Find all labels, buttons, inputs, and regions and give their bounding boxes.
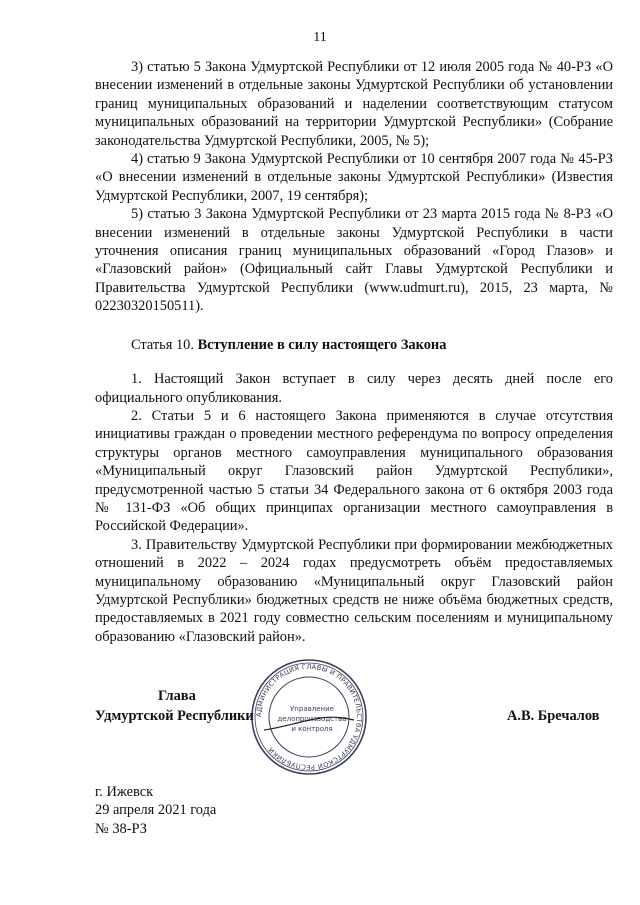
page-number: 11 <box>313 30 327 45</box>
document-footer <box>95 783 216 838</box>
footer-city: г. Ижевск <box>95 784 154 800</box>
seal-ring-text: АДМИНИСТРАЦИЯ ГЛАВЫ И ПРАВИТЕЛЬСТВА УДМУРТСКОЙ РЕСПУБЛИКИ <box>254 662 364 772</box>
article-label: Статья 10. <box>131 336 194 353</box>
article-title: Вступление в силу настоящего Закона <box>197 336 447 353</box>
footer-law-number: № 38-РЗ <box>95 820 147 837</box>
signatory-title-line-1: Глава <box>158 688 196 704</box>
signatory-title-line-2: Удмуртской Республики <box>95 708 254 724</box>
article-item-2: 2. Статьи 5 и 6 настоящего Закона применяются в случае отсутствия инициативы граждан о проведении местного референдума по вопросу определения структуры органов местного самоуправления муниципального образования «Муниципальный округ Глазовский район Удмуртской Республики», предусмотренной частью 5 статьи 34 Федерального закона от 6 октября 2003 года № 131-ФЗ «Об общих принципах организации местного самоуправления в Российской Федерации». <box>95 407 613 535</box>
signature-block <box>95 688 615 768</box>
paragraph-item-4: 4) статью 9 Закона Удмуртской Республики от 10 сентября 2007 года № 45-РЗ «О внесении изменений в отдельные законы Удмуртской Республики» (Известия Удмуртской Республики, 2007, 19 сентября); <box>95 151 613 204</box>
seal-line-1: Управление <box>290 705 334 713</box>
footer-date: 29 апреля 2021 года <box>95 802 217 819</box>
signatory-name: А.В. Бречалов <box>507 708 600 724</box>
paragraph-item-5: 5) статью 3 Закона Удмуртской Республики от 23 марта 2015 года № 8-РЗ «О внесении изменений в отдельные законы Удмуртской Республики в части уточнения описания границ муниципальных образований «Город Глазов» и «Глазовский район» (Официальный сайт Главы Удмуртской Республики и Правительства Удмуртской Республики (www.udmurt.ru), 2015, 23 марта, № 02230320150511). <box>95 206 613 315</box>
seal-line-2: делопроизводства <box>277 715 347 723</box>
article-item-3: 3. Правительству Удмуртской Республики при формировании межбюджетных отношений в 2022 – 2024 годах предусмотреть объём предоставляемых муниципальному образованию «Муниципальный округ Глазовский район Удмуртской Республики» бюджетных средств не ниже объёма бюджетных средств, предоставляемых в 2021 году совместно сельским поселениям и муниципальному образованию «Глазовский район». <box>95 536 613 645</box>
seal-line-3: и контроля <box>291 725 333 733</box>
article-item-1: 1. Настоящий Закон вступает в силу через десять дней после его официального опубликования. <box>95 371 613 406</box>
document-body <box>95 58 613 646</box>
article-heading <box>95 336 613 354</box>
paragraph-item-3: 3) статью 5 Закона Удмуртской Республики от 12 июля 2005 года № 40-РЗ «О внесении изменений в отдельные законы Удмуртской Республики об установлении границ муниципальных образований и наделении соответствующим статусом муниципальных образований на территории Удмуртской Республики» (Собрание законодательства Удмуртской Республики, 2005, № 5); <box>95 59 613 149</box>
